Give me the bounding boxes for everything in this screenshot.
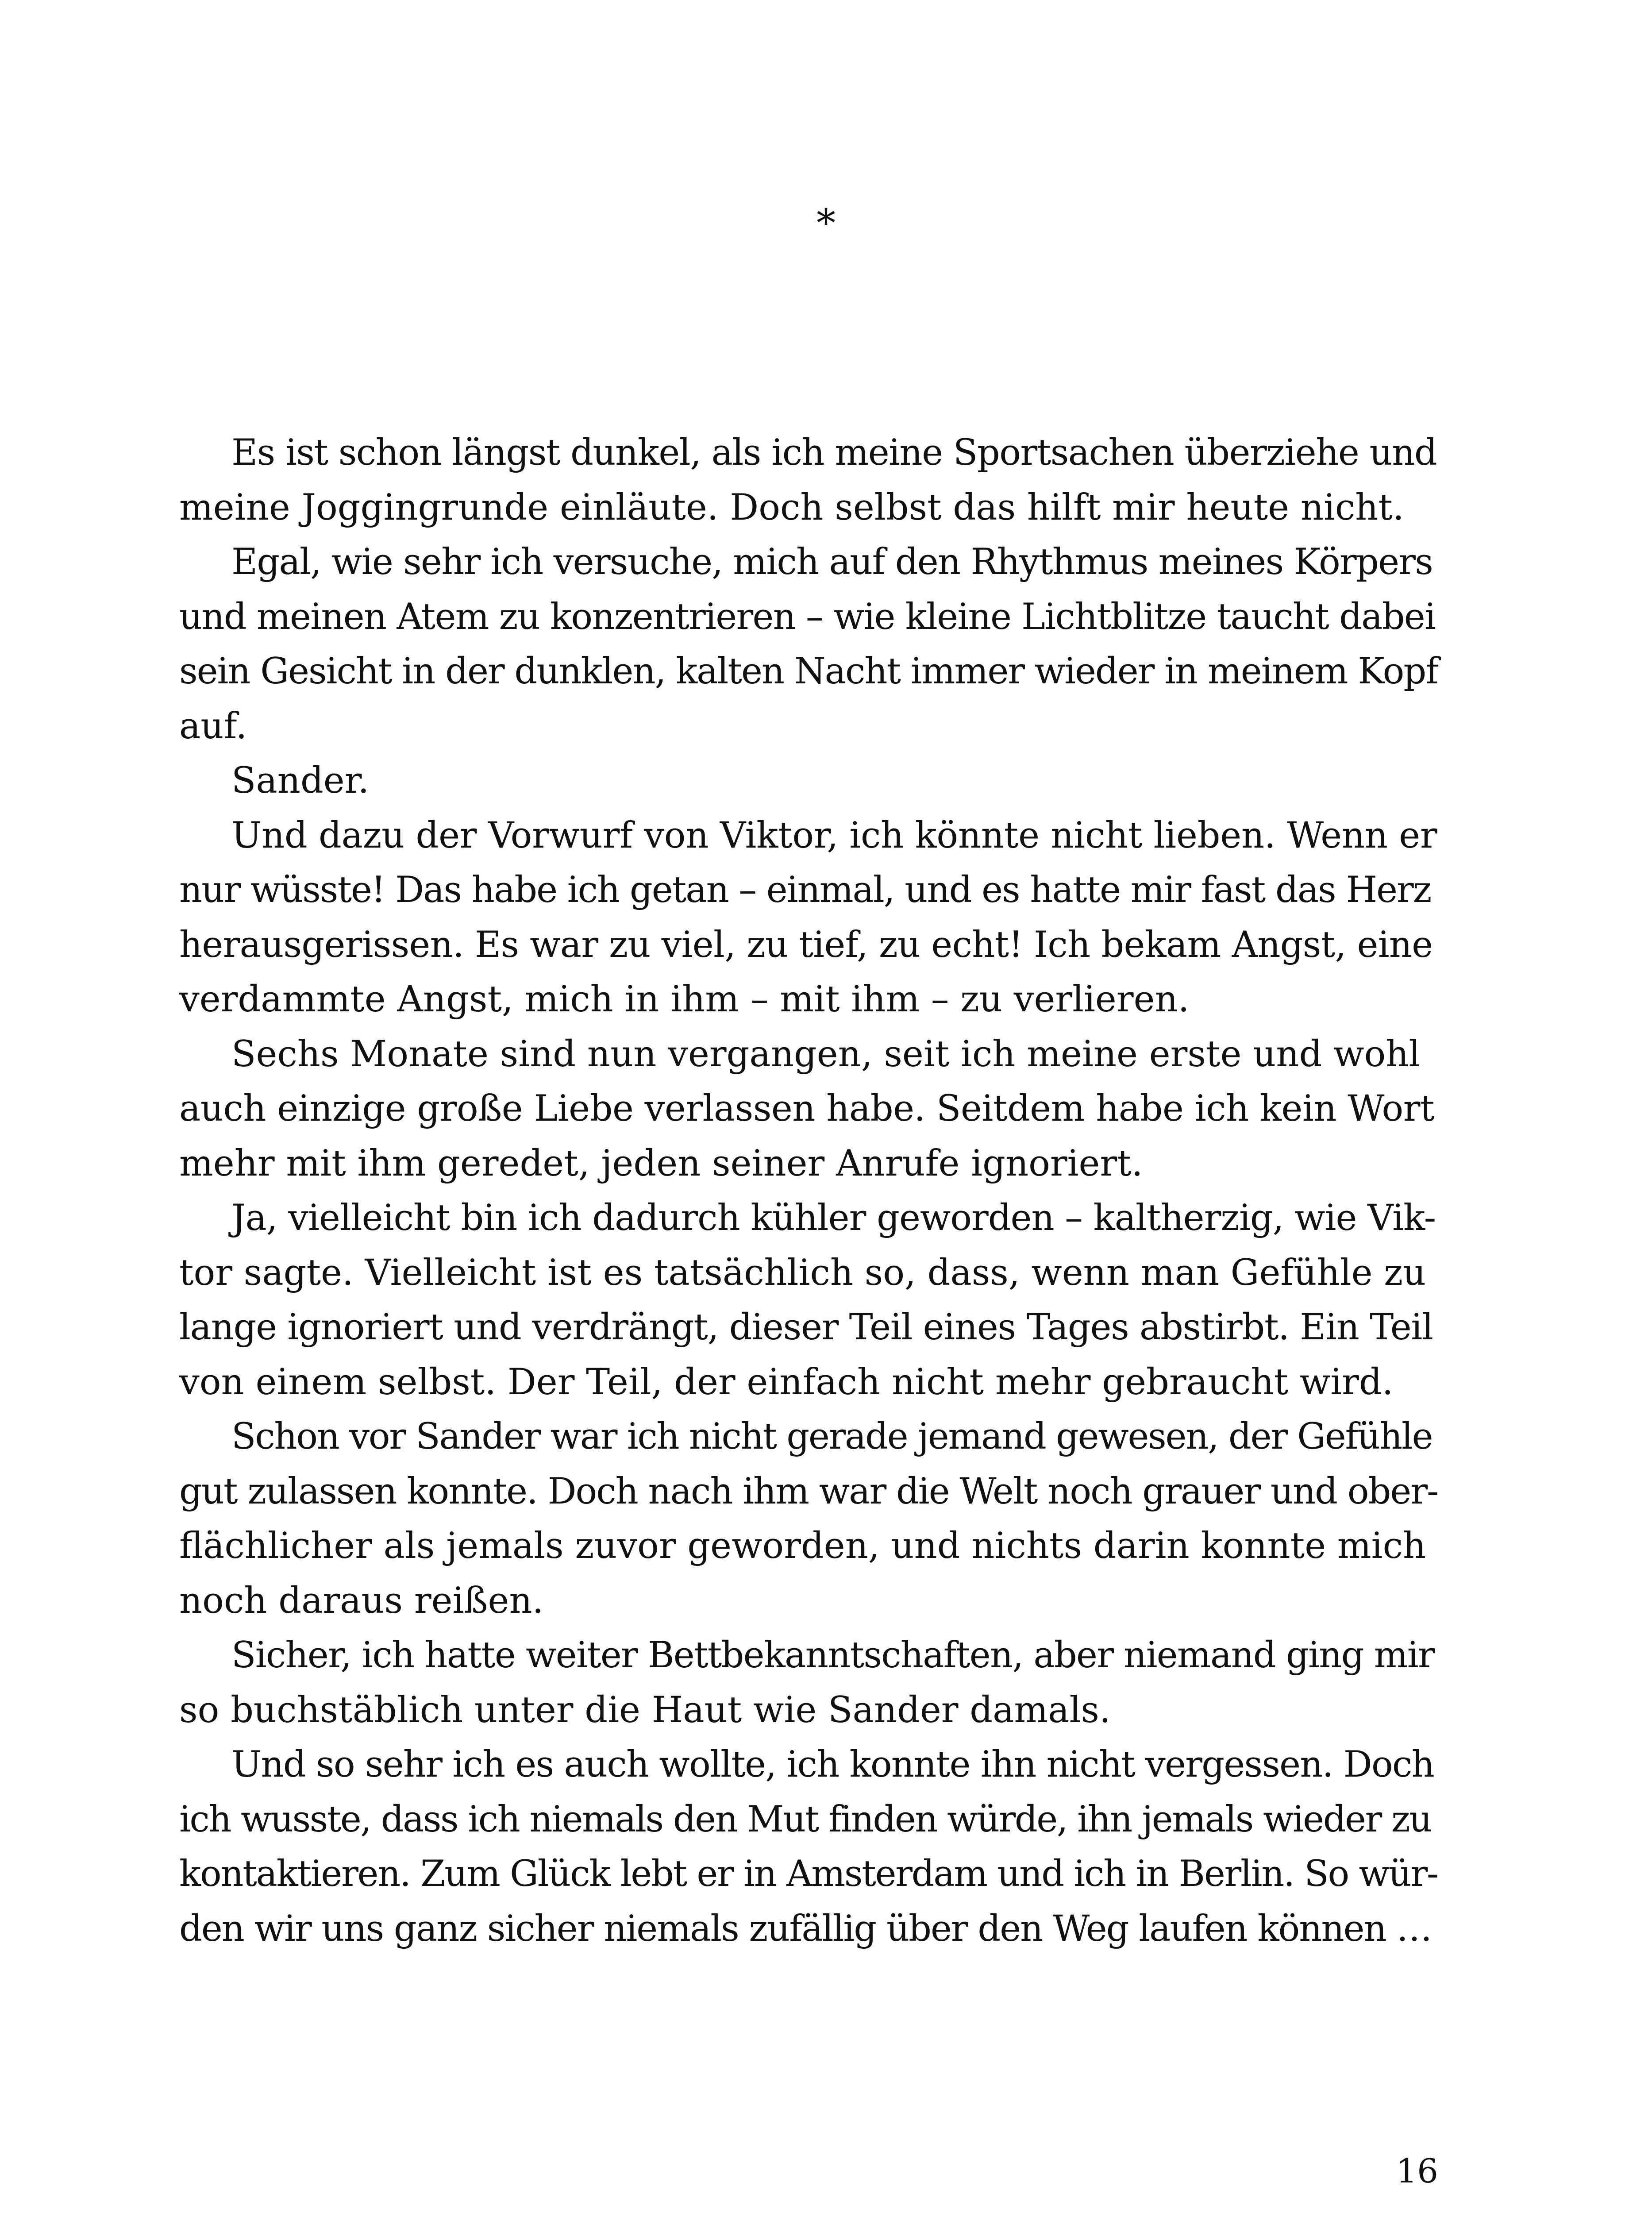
text-line: Sander. — [231, 760, 370, 802]
section-separator: * — [816, 201, 836, 246]
text-line: Sicher, ich hatte weiter Bettbekanntschaften, aber niemand ging mir — [231, 1635, 1434, 1676]
text-line: den wir uns ganz sicher niemals zufällig über den Weg laufen können … — [179, 1908, 1432, 1950]
text-line: noch daraus reißen. — [179, 1580, 544, 1622]
text-line: auch einzige große Liebe verlassen habe. Seitdem habe ich kein Wort — [179, 1088, 1435, 1130]
body-text — [179, 426, 1438, 1956]
text-line: und meinen Atem zu konzentrieren – wie kleine Lichtblitze taucht dabei — [179, 596, 1436, 638]
text-line: mehr mit ihm geredet, jeden seiner Anrufe ignoriert. — [179, 1142, 1143, 1184]
text-line: verdammte Angst, mich in ihm – mit ihm – zu verlieren. — [179, 979, 1190, 1020]
text-line: Ja, vielleicht bin ich dadurch kühler geworden – kaltherzig, wie Vik- — [231, 1197, 1436, 1239]
text-line: Und so sehr ich es auch wollte, ich konnte ihn nicht vergessen. Doch — [231, 1744, 1434, 1785]
text-line: tor sagte. Vielleicht ist es tatsächlich so, dass, wenn man Gefühle zu — [179, 1252, 1426, 1294]
text-line: kontaktieren. Zum Glück lebt er in Amsterdam und ich in Berlin. So wür- — [179, 1853, 1438, 1895]
text-line: sein Gesicht in der dunklen, kalten Nacht immer wieder in meinem Kopf — [179, 651, 1438, 692]
page-number: 16 — [1396, 2151, 1438, 2190]
text-line: ich wusste, dass ich niemals den Mut finden würde, ihn jemals wieder zu — [179, 1798, 1431, 1840]
text-line: Egal, wie sehr ich versuche, mich auf den Rhythmus meines Körpers — [231, 541, 1433, 583]
text-line: meine Joggingrunde einläute. Doch selbst das hilft mir heute nicht. — [179, 486, 1404, 528]
text-line: Es ist schon längst dunkel, als ich meine Sportsachen überziehe und — [231, 432, 1437, 474]
text-line: Schon vor Sander war ich nicht gerade jemand gewesen, der Gefühle — [231, 1416, 1433, 1457]
text-line: flächlicher als jemals zuvor geworden, und nichts darin konnte mich — [179, 1525, 1426, 1567]
text-line: Sechs Monate sind nun vergangen, seit ich meine erste und wohl — [231, 1033, 1421, 1075]
text-line: herausgerissen. Es war zu viel, zu tief, zu echt! Ich bekam Angst, eine — [179, 924, 1433, 966]
text-line: lange ignoriert und verdrängt, dieser Teil eines Tages abstirbt. Ein Teil — [179, 1307, 1433, 1348]
text-line: von einem selbst. Der Teil, der einfach nicht mehr gebraucht wird. — [179, 1361, 1394, 1403]
text-line: Und dazu der Vorwurf von Viktor, ich könnte nicht lieben. Wenn er — [231, 814, 1437, 856]
text-line: gut zulassen konnte. Doch nach ihm war die Welt noch grauer und ober- — [179, 1470, 1438, 1512]
text-line: nur wüsste! Das habe ich getan – einmal, und es hatte mir fast das Herz — [179, 869, 1431, 911]
text-line: so buchstäblich unter die Haut wie Sander damals. — [179, 1689, 1111, 1731]
text-line: auf. — [179, 705, 247, 747]
